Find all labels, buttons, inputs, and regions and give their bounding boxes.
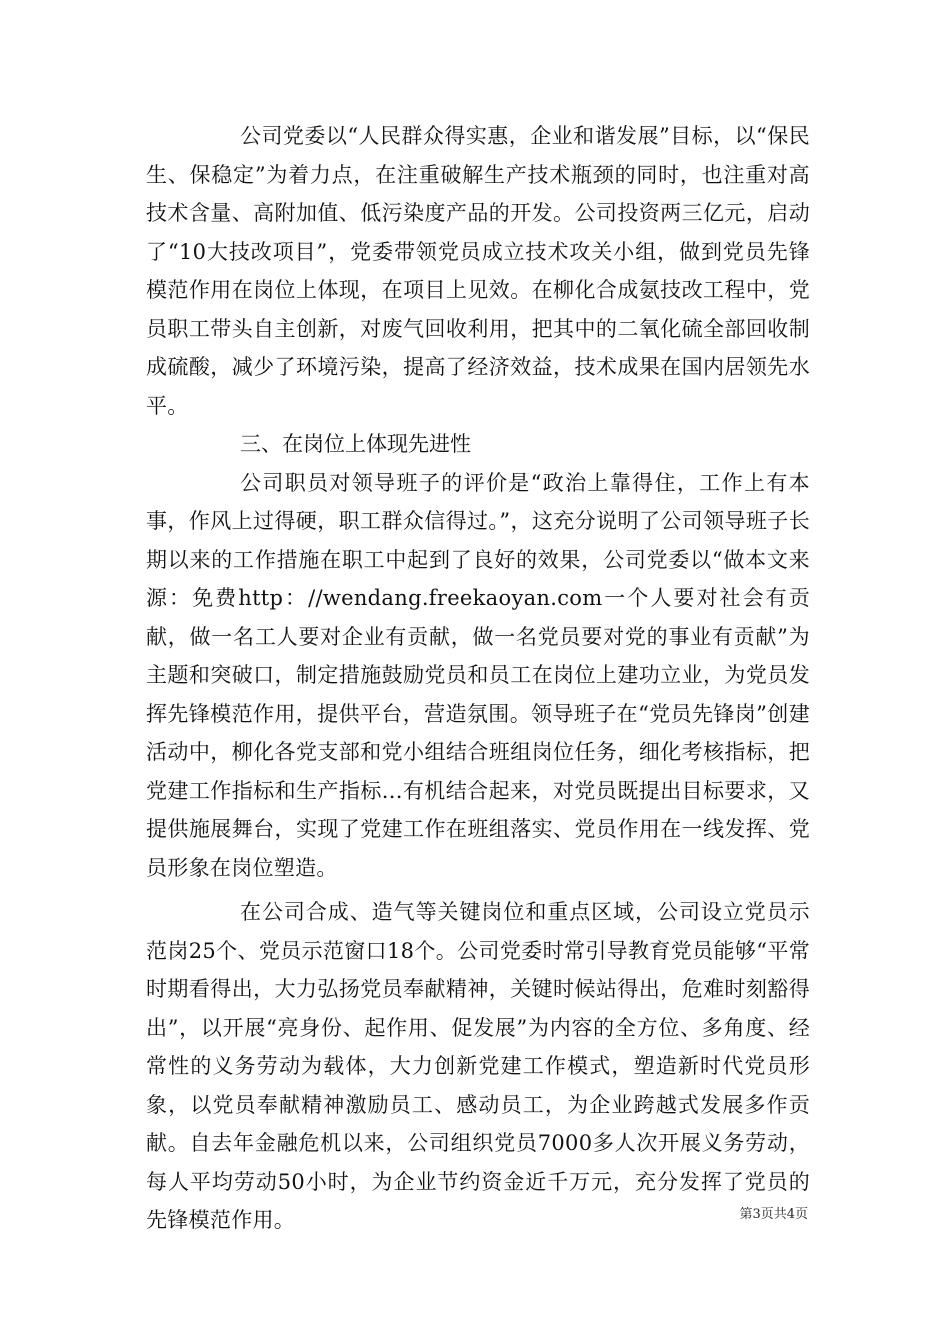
document-body: [146, 117, 810, 1240]
paragraph-2: 公司职员对领导班子的评价是“政治上靠得住，工作上有本事，作风上过得硬，职工群众信得过。”，这充分说明了公司领导班子长期以来的工作措施在职工中起到了良好的效果，公司党委以“做本文来源：免费http：//wendang.freekaoyan.com一个人要对社会有贡献，做一名工人要对企业有贡献，做一名党员要对党的事业有贡献”为主题和突破口，制定措施鼓励党员和员工在岗位上建功立业，为党员发挥先锋模范作用，提供平台，营造氛围。领导班子在“党员先锋岗”创建活动中，柳化各党支部和党小组结合班组岗位任务，细化考核指标，把党建工作指标和生产指标...有机结合起来，对党员既提出目标要求，又提供施展舞台，实现了党建工作在班组落实、党员作用在一线发挥、党员形象在岗位塑造。: [146, 470, 810, 880]
section-heading-3: 三、在岗位上体现先进性: [240, 432, 471, 456]
page-number: 第3页共4页: [739, 1207, 808, 1222]
paragraph-1: 公司党委以“人民群众得实惠，企业和谐发展”目标，以“保民生、保稳定”为着力点，在注重破解生产技术瓶颈的同时，也注重对高技术含量、高附加值、低污染度产品的开发。公司投资两三亿元，启动了“10大技改项目”，党委带领党员成立技术攻关小组，做到党员先锋模范作用在岗位上体现，在项目上见效。在柳化合成氨技改工程中，党员职工带头自主创新，对废气回收利用，把其中的二氧化硫全部回收制成硫酸，减少了环境污染，提高了经济效益，技术成果在国内居领先水平。: [146, 124, 810, 418]
paragraph-3: 在公司合成、造气等关键岗位和重点区域，公司设立党员示范岗25个、党员示范窗口18个。公司党委时常引导教育党员能够“平常时期看得出，大力弘扬党员奉献精神，关键时候站得出，危难时刻豁得出”，以开展“亮身份、起作用、促发展”为内容的全方位、多角度、经常性的义务劳动为载体，大力创新党建工作模式，塑造新时代党员形象，以党员奉献精神激励员工、感动员工，为企业跨越式发展多作贡献。自去年金融危机以来，公司组织党员7000多人次开展义务劳动，每人平均劳动50小时，为企业节约资金近千万元，充分发挥了党员的先锋模范作用。: [146, 900, 810, 1232]
